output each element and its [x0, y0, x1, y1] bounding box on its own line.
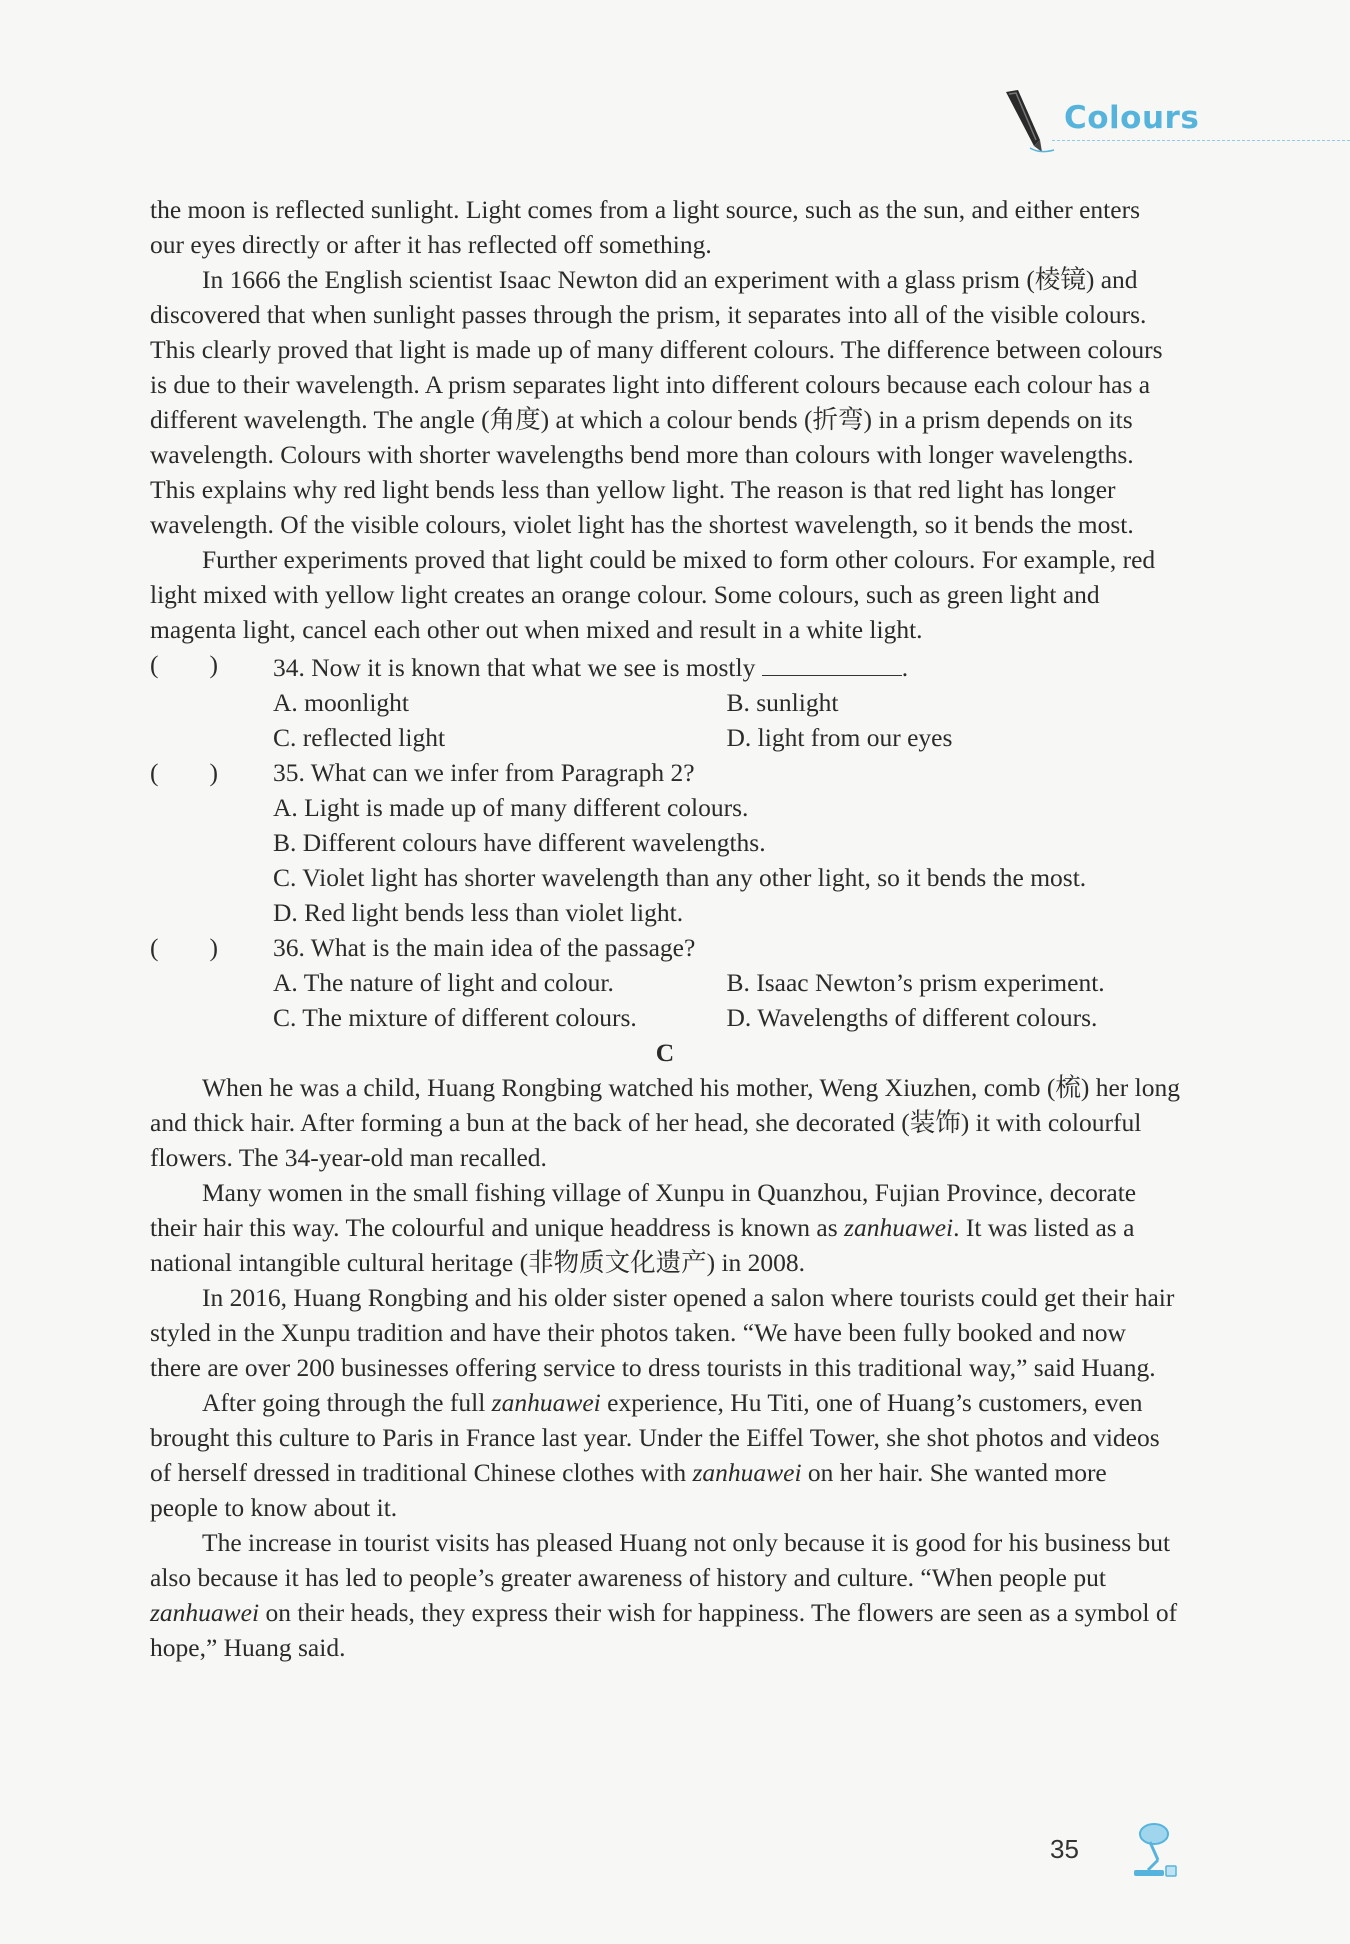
- option-c: C. The mixture of different colours.: [273, 1003, 637, 1032]
- question-stem: 34. Now it is known that what we see is mostly: [273, 653, 756, 682]
- italic-term: zanhuawei: [844, 1213, 954, 1242]
- option-a: A. Light is made up of many different colours.: [273, 793, 749, 822]
- question-stem-end: .: [901, 653, 909, 682]
- section-heading: C: [655, 1038, 675, 1067]
- options-row: [150, 720, 1180, 755]
- page-content: [150, 192, 1180, 1665]
- paragraph: When he was a child, Huang Rongbing watched his mother, Weng Xiuzhen, comb (梳) her long and thick hair. After forming a bun at the back of her head, she decorated (装饰) it with colourful flowers. The 34-year-old man recalled.: [150, 1073, 1180, 1172]
- answer-parentheses[interactable]: ( ): [150, 933, 218, 962]
- option-b: B. Different colours have different wavelengths.: [273, 828, 766, 857]
- answer-blank[interactable]: [762, 647, 902, 676]
- lamp-icon: [1124, 1820, 1184, 1880]
- paragraph: In 2016, Huang Rongbing and his older sister opened a salon where tourists could get their hair styled in the Xunpu tradition and have their photos taken. “We have been fully booked and now there are over 200 businesses offering service to dress tourists in this traditional way,” said Huang.: [150, 1283, 1175, 1382]
- question-stem: 36. What is the main idea of the passage?: [273, 933, 696, 962]
- question-stem: 35. What can we infer from Paragraph 2?: [273, 758, 695, 787]
- answer-parentheses[interactable]: ( ): [150, 650, 218, 679]
- page-header: [1000, 88, 1350, 158]
- option-d: D. Wavelengths of different colours.: [726, 1003, 1098, 1032]
- option-d: D. Red light bends less than violet light.: [273, 898, 684, 927]
- question-35: [150, 755, 1180, 790]
- paragraph: Further experiments proved that light could be mixed to form other colours. For example, red light mixed with yellow light creates an orange colour. Some colours, such as green light and magenta light, cancel each other out when mixed and result in a white light.: [150, 545, 1156, 644]
- paragraph: After going through the full zanhuawei experience, Hu Titi, one of Huang’s customers, even brought this culture to Paris in France last year. Under the Eiffel Tower, she shot photos and videos of herself dressed in traditional Chinese clothes with zanhuawei on her hair. She wanted more people to know about it.: [150, 1388, 1160, 1522]
- question-36: [150, 930, 1180, 965]
- option-a: A. moonlight: [273, 688, 410, 717]
- page-footer: [1050, 1820, 1190, 1880]
- option-d: D. light from our eyes: [726, 723, 953, 752]
- options-row: [150, 685, 1180, 720]
- italic-term: zanhuawei: [692, 1458, 802, 1487]
- italic-term: zanhuawei: [491, 1388, 601, 1417]
- option-a: A. The nature of light and colour.: [273, 968, 614, 997]
- question-34: [150, 647, 1180, 685]
- answer-parentheses[interactable]: ( ): [150, 758, 218, 787]
- option-c: C. Violet light has shorter wavelength than any other light, so it bends the most.: [273, 863, 1087, 892]
- options-row: [150, 1000, 1180, 1035]
- option-b: B. sunlight: [726, 688, 839, 717]
- paragraph: The increase in tourist visits has pleased Huang not only because it is good for his business but also because it has led to people’s greater awareness of history and culture. “When people put zanhuawei on their heads, they express their wish for happiness. The flowers are seen as a symbol of hope,” Huang said.: [150, 1528, 1178, 1662]
- option-b: B. Isaac Newton’s prism experiment.: [726, 968, 1105, 997]
- paragraph: the moon is reflected sunlight. Light comes from a light source, such as the sun, and either enters our eyes directly or after it has reflected off something.: [150, 195, 1140, 259]
- page-number: 35: [1050, 1834, 1079, 1864]
- paragraph: In 1666 the English scientist Isaac Newton did an experiment with a glass prism (棱镜) and discovered that when sunlight passes through the prism, it separates into all of the visible colours. This clearly proved that light is made up of many different colours. The difference between colours is due to their wavelength. A prism separates light into different colours because each colour has a different wavelength. The angle (角度) at which a colour bends (折弯) in a prism depends on its wavelength. Colours with shorter wavelengths bend more than colours with longer wavelengths. This explains why red light bends less than yellow light. The reason is that red light has longer wavelength. Of the visible colours, violet light has the shortest wavelength, so it bends the most.: [150, 265, 1163, 539]
- paragraph: Many women in the small fishing village of Xunpu in Quanzhou, Fujian Province, decorate their hair this way. The colourful and unique headdress is known as zanhuawei. It was listed as a national intangible cultural heritage (非物质文化遗产) in 2008.: [150, 1178, 1137, 1277]
- section-title: Colours: [1064, 100, 1200, 136]
- header-divider: [1052, 140, 1350, 141]
- option-c: C. reflected light: [273, 723, 446, 752]
- pen-icon: [1000, 88, 1060, 158]
- options-row: [150, 965, 1180, 1000]
- italic-term: zanhuawei: [150, 1598, 260, 1627]
